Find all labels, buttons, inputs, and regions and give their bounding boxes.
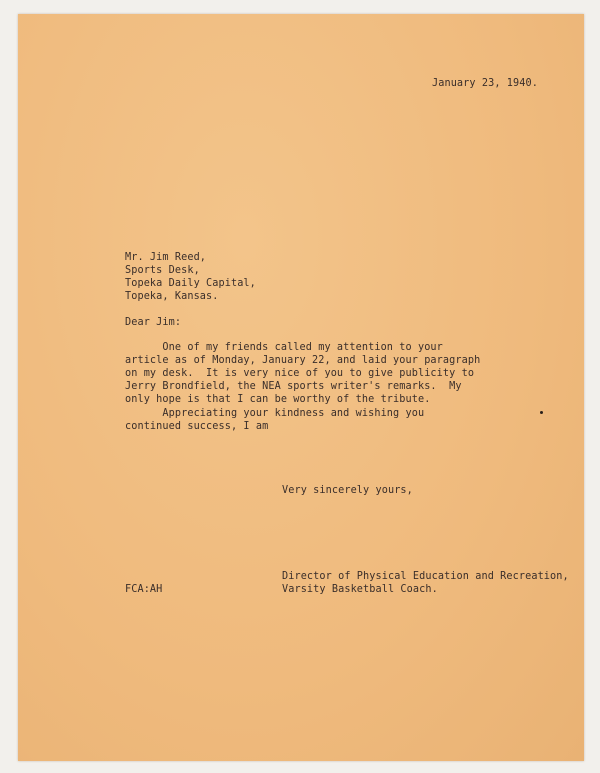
body-line: article as of Monday, January 22, and laid your paragraph xyxy=(125,355,481,366)
letter-page xyxy=(18,14,584,761)
recipient-address xyxy=(125,251,256,303)
letter-date: January 23, 1940. xyxy=(432,78,538,89)
address-line: Mr. Jim Reed, xyxy=(125,252,207,263)
address-line: Topeka, Kansas. xyxy=(125,291,219,302)
body-line: continued success, I am xyxy=(125,421,269,432)
title-line: Varsity Basketball Coach. xyxy=(282,584,438,595)
body-line: Appreciating your kindness and wishing you xyxy=(125,408,425,419)
title-line: Director of Physical Education and Recreation, xyxy=(282,571,569,582)
complimentary-close: Very sincerely yours, xyxy=(282,485,413,496)
body-paragraph-1 xyxy=(125,341,480,406)
typist-initials: FCA:AH xyxy=(125,584,163,595)
body-paragraph-2 xyxy=(125,407,424,433)
body-line: Jerry Brondfield, the NEA sports writer's remarks. My xyxy=(125,381,462,392)
paper-speck xyxy=(540,411,543,414)
body-line: on my desk. It is very nice of you to give publicity to xyxy=(125,368,475,379)
body-line: only hope is that I can be worthy of the tribute. xyxy=(125,394,431,405)
signature-title xyxy=(282,570,569,596)
salutation: Dear Jim: xyxy=(125,317,182,328)
address-line: Topeka Daily Capital, xyxy=(125,278,256,289)
body-line: One of my friends called my attention to your xyxy=(125,342,443,353)
address-line: Sports Desk, xyxy=(125,265,200,276)
